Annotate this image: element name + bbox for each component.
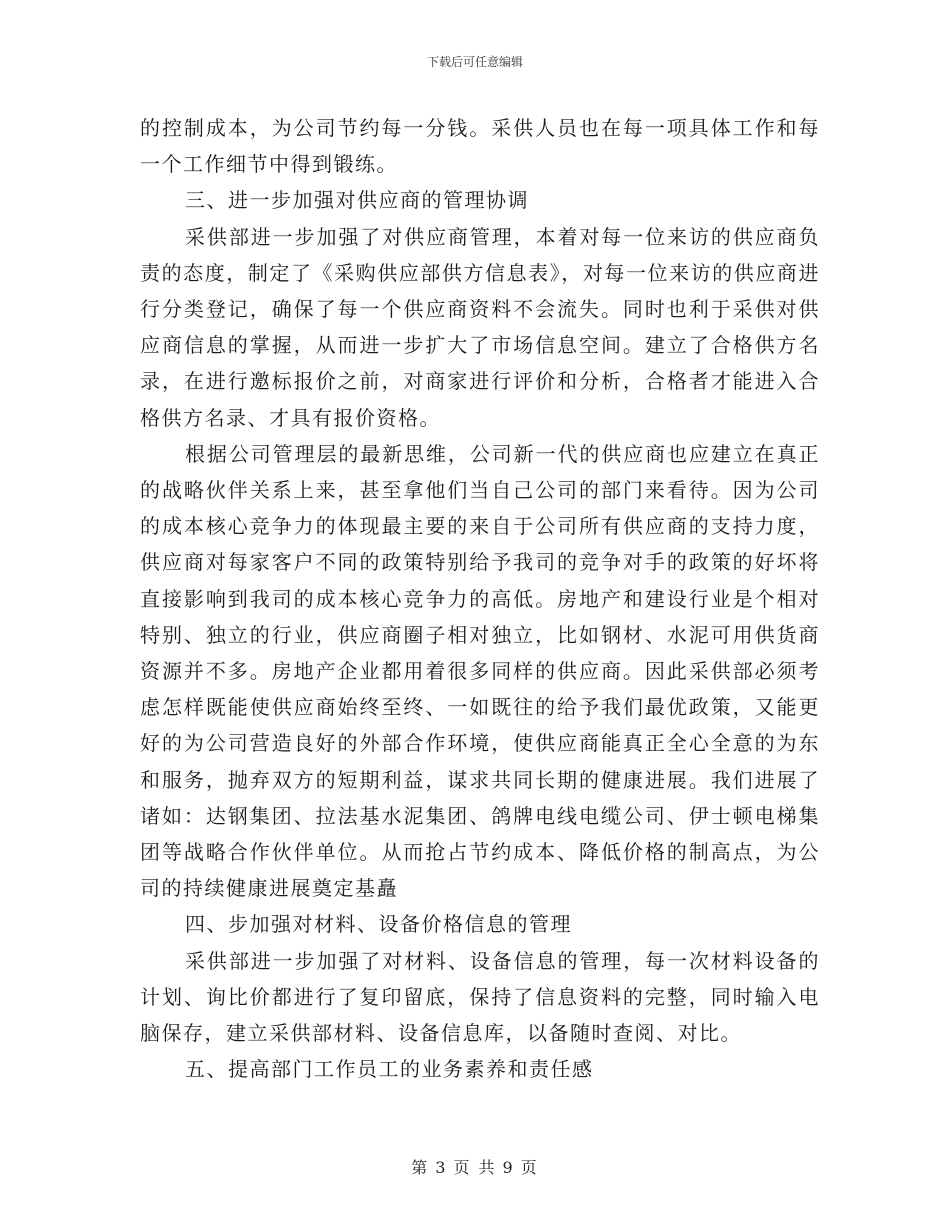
- section-heading-5: 五、提高部门工作员工的业务素养和责任感: [185, 1057, 594, 1082]
- section-heading-3: 三、进一步加强对供应商的管理协调: [185, 188, 529, 213]
- paragraph-price-info: 采供部进一步加强了对材料、设备信息的管理，每一次材料设备的计划、询比价都进行了复印留底，保持了信息资料的完整，同时输入电脑保存，建立采供部材料、设备信息库，以备随时查阅、对比。: [140, 948, 820, 1046]
- paragraph-supplier-management: 采供部进一步加强了对供应商管理，本着对每一位来访的供应商负责的态度，制定了《采购供应部供方信息表》，对每一位来访的供应商进行分类登记，确保了每一个供应商资料不会流失。同时也利于采供对供应商信息的掌握，从而进一步扩大了市场信息空间。建立了合格供方名录，在进行邀标报价之前，对商家进行评价和分析，合格者才能进入合格供方名录、才具有报价资格。: [140, 224, 820, 430]
- section-heading-4: 四、步加强对材料、设备价格信息的管理: [185, 912, 572, 937]
- document-body: [140, 110, 820, 1087]
- footer-middle: 页 共: [453, 1158, 497, 1177]
- footer-page-number: 3: [435, 1158, 448, 1177]
- page-footer: [0, 1155, 950, 1178]
- footer-prefix: 第: [411, 1158, 430, 1177]
- paragraph-continuation: 的控制成本，为公司节约每一分钱。采供人员也在每一项具体工作和每一个工作细节中得到锻练。: [140, 116, 820, 177]
- footer-total-pages: 9: [502, 1158, 515, 1177]
- paragraph-strategic-partners: 根据公司管理层的最新思维，公司新一代的供应商也应建立在真正的战略伙伴关系上来，甚至拿他们当自己公司的部门来看待。因为公司的成本核心竞争力的体现最主要的来自于公司所有供应商的支持力度，供应商对每家客户不同的政策特别给予我司的竞争对手的政策的好坏将直接影响到我司的成本核心竞争力的高低。房地产和建设行业是个相对特别、独立的行业，供应商圈子相对独立，比如钢材、水泥可用供货商资源并不多。房地产企业都用着很多同样的供应商。因此采供部必须考虑怎样既能使供应商始终至终、一如既往的给予我们最优政策，又能更好的为公司营造良好的外部合作环境，使供应商能真正全心全意的为东和服务，抛弃双方的短期利益，谋求共同长期的健康进展。我们进展了诸如：达钢集团、拉法基水泥集团、鸽牌电线电缆公司、伊士顿电梯集团等战略合作伙伴单位。从而抢占节约成本、降低价格的制高点，为公司的持续健康进展奠定基矗: [140, 441, 820, 901]
- footer-suffix: 页: [520, 1158, 539, 1177]
- page-header: 下载后可任意编辑: [426, 55, 523, 69]
